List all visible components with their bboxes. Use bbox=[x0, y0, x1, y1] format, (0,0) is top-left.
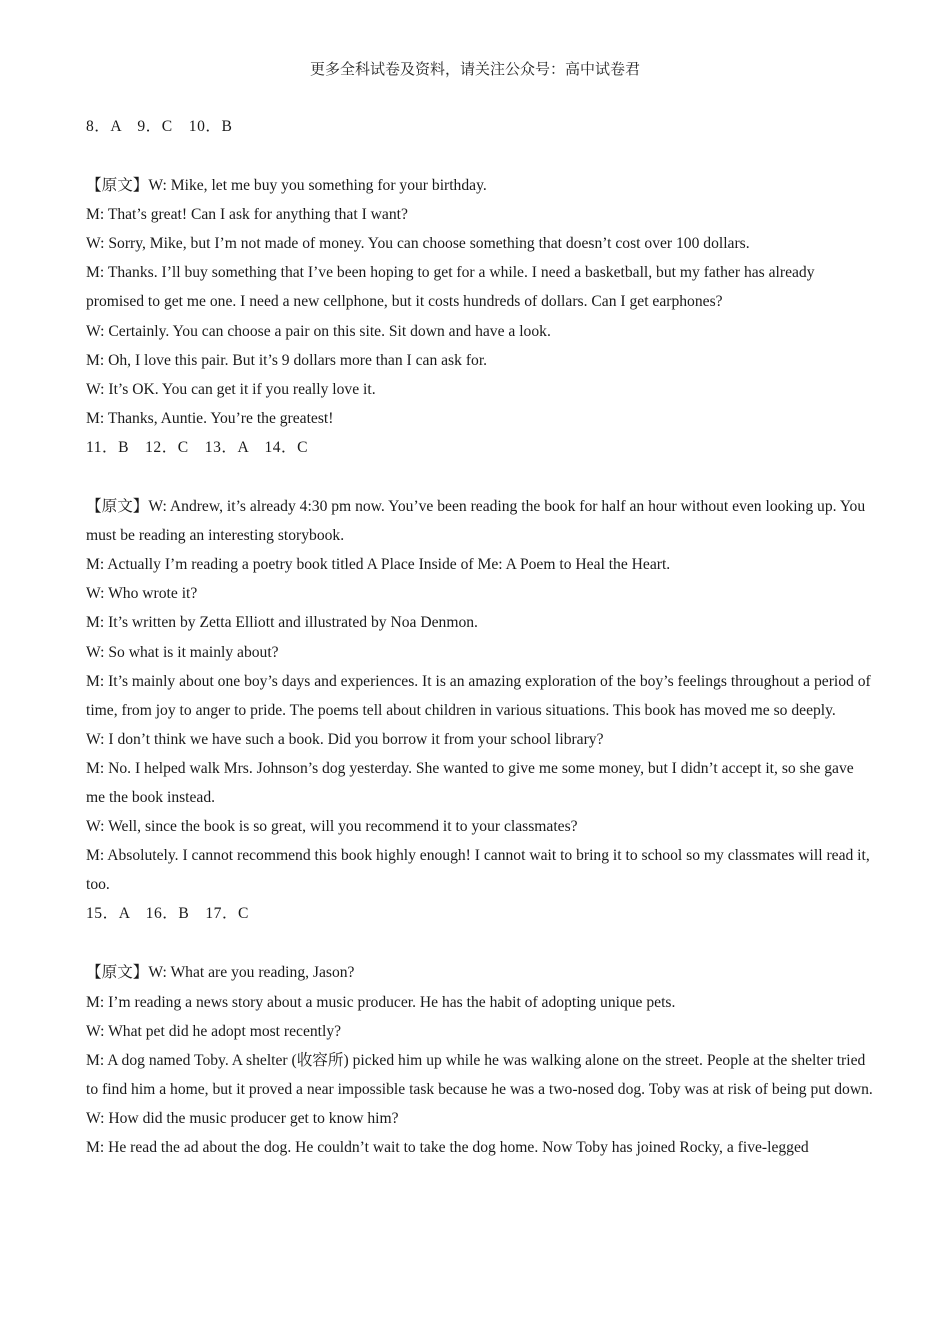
dialogue-line: M: Thanks. I’ll buy something that I’ve been hoping to get for a while. I need a basketball, but my father has already promised to get me one. I need a new cellphone, but it costs hundreds of dollars. Can I get earphones? bbox=[86, 264, 815, 311]
dialogue-line: M: He read the ad about the dog. He couldn’t wait to take the dog home. Now Toby has joined Rocky, a five-legged bbox=[86, 1139, 809, 1156]
page-header: 更多全科试卷及资料，请关注公众号：高中试卷君 bbox=[309, 62, 640, 78]
answer-key: 11．B 12．C 13．A 14．C bbox=[86, 438, 309, 456]
dialogue-line: M: Oh, I love this pair. But it’s 9 dollars more than I can ask for. bbox=[86, 351, 488, 369]
dialogue-line: M: Absolutely. I cannot recommend this book highly enough! I cannot wait to bring it to school so my classmates will read it, too. bbox=[86, 847, 870, 894]
dialogue-line: W: Certainly. You can choose a pair on this site. Sit down and have a look. bbox=[86, 322, 551, 340]
answer-key: 8．A 9．C 10．B bbox=[86, 118, 233, 135]
spacer bbox=[86, 141, 876, 171]
dialogue-line: W: Well, since the book is so great, will you recommend it to your classmates? bbox=[86, 818, 578, 836]
transcript-content bbox=[86, 112, 876, 1162]
dialogue-line: W: I don’t think we have such a book. Did you borrow it from your school library? bbox=[86, 730, 604, 748]
spacer bbox=[86, 462, 876, 492]
dialogue-line: W: So what is it mainly about? bbox=[86, 643, 279, 661]
dialogue-line: W: What pet did he adopt most recently? bbox=[86, 1022, 342, 1040]
dialogue-line: W: Sorry, Mike, but I’m not made of money. You can choose something that doesn’t cost over 100 dollars. bbox=[86, 235, 750, 253]
spacer bbox=[86, 928, 876, 958]
dialogue-line: M: It’s mainly about one boy’s days and experiences. It is an amazing exploration of the boy’s feelings throughout a period of time, from joy to anger to pride. The poems tell about children in various situations. This book has moved me so deeply. bbox=[86, 672, 871, 719]
dialogue-line: M: Actually I’m reading a poetry book titled A Place Inside of Me: A Poem to Heal the Heart. bbox=[86, 556, 671, 574]
dialogue-line: W: Who wrote it? bbox=[86, 585, 198, 603]
dialogue-line: M: That’s great! Can I ask for anything that I want? bbox=[86, 206, 408, 224]
answer-key: 15．A 16．B 17．C bbox=[86, 905, 249, 923]
dialogue-line: 【原文】W: Mike, let me buy you something for your birthday. bbox=[86, 177, 487, 195]
dialogue-line: M: No. I helped walk Mrs. Johnson’s dog yesterday. She wanted to give me some money, but I didn’t accept it, so she gave me the book instead. bbox=[86, 759, 854, 806]
dialogue-line: 【原文】W: What are you reading, Jason? bbox=[86, 964, 355, 982]
dialogue-line: M: It’s written by Zetta Elliott and illustrated by Noa Denmon. bbox=[86, 614, 478, 632]
dialogue-line: M: I’m reading a news story about a music producer. He has the habit of adopting unique pets. bbox=[86, 993, 676, 1011]
dialogue-line: W: It’s OK. You can get it if you really love it. bbox=[86, 380, 376, 398]
dialogue-line: M: A dog named Toby. A shelter (收容所) picked him up while he was walking alone on the street. People at the shelter tried to find him a home, but it proved a near impossible task because he was a two-nosed dog. Toby was at risk of being put down. bbox=[86, 1051, 873, 1098]
dialogue-line: 【原文】W: Andrew, it’s already 4:30 pm now. You’ve been reading the book for half an hour without even looking up. You must be reading an interesting storybook. bbox=[86, 498, 866, 545]
dialogue-line: W: How did the music producer get to know him? bbox=[86, 1109, 399, 1127]
dialogue-line: M: Thanks, Auntie. You’re the greatest! bbox=[86, 409, 334, 427]
